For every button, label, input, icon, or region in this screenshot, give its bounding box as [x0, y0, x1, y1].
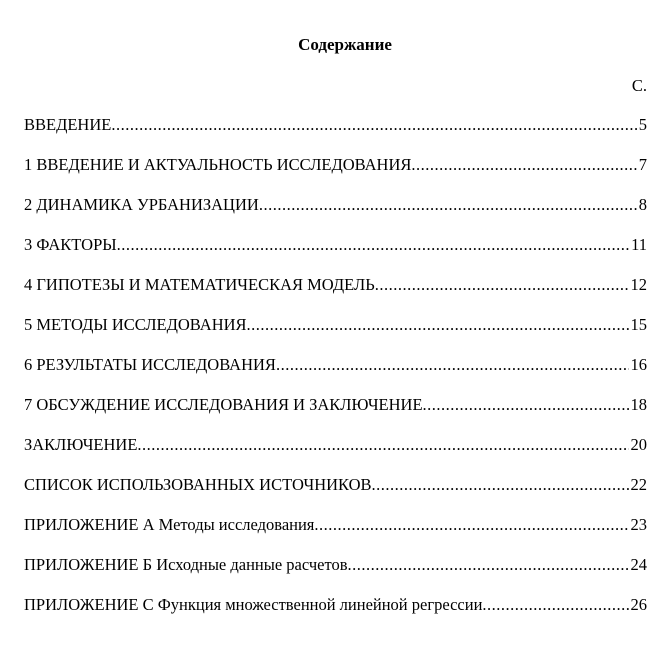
table-of-contents: [24, 115, 647, 635]
toc-entry-page: 16: [630, 355, 647, 374]
toc-entry[interactable]: [24, 595, 647, 635]
toc-entry[interactable]: [24, 115, 647, 155]
toc-entry-title: ПРИЛОЖЕНИЕ А Методы исследования: [24, 515, 315, 534]
toc-entry[interactable]: [24, 555, 647, 595]
dot-leader: [247, 315, 629, 335]
dot-leader: [111, 115, 636, 135]
toc-entry-title: 7 ОБСУЖДЕНИЕ ИССЛЕДОВАНИЯ И ЗАКЛЮЧЕНИЕ: [24, 395, 423, 414]
toc-entry[interactable]: [24, 475, 647, 515]
dot-leader: [259, 195, 637, 215]
toc-entry-title: 1 ВВЕДЕНИЕ И АКТУАЛЬНОСТЬ ИССЛЕДОВАНИЯ: [24, 155, 412, 174]
dot-leader: [372, 475, 629, 495]
dot-leader: [137, 435, 628, 455]
toc-entry-page: 22: [630, 475, 647, 494]
page-title: Содержание: [298, 35, 392, 54]
toc-entry-title: 5 МЕТОДЫ ИССЛЕДОВАНИЯ: [24, 315, 247, 334]
toc-entry-page: 18: [630, 395, 647, 414]
toc-entry[interactable]: [24, 355, 647, 395]
toc-entry-page: 8: [638, 195, 647, 214]
page-column-label: С.: [631, 76, 647, 95]
toc-entry-page: 15: [630, 315, 647, 334]
toc-entry[interactable]: [24, 275, 647, 315]
toc-entry-title: 3 ФАКТОРЫ: [24, 235, 117, 254]
toc-entry-page: 23: [630, 515, 647, 534]
toc-entry-title: 2 ДИНАМИКА УРБАНИЗАЦИИ: [24, 195, 259, 214]
toc-entry-page: 7: [638, 155, 647, 174]
toc-entry-title: 6 РЕЗУЛЬТАТЫ ИССЛЕДОВАНИЯ: [24, 355, 276, 374]
toc-entry-title: 4 ГИПОТЕЗЫ И МАТЕМАТИЧЕСКАЯ МОДЕЛЬ: [24, 275, 375, 294]
toc-entry[interactable]: [24, 195, 647, 235]
dot-leader: [375, 275, 629, 295]
dot-leader: [482, 595, 628, 615]
toc-entry-title: ЗАКЛЮЧЕНИЕ: [24, 435, 138, 454]
toc-entry-page: 20: [630, 435, 647, 454]
dot-leader: [314, 515, 628, 535]
toc-entry-title: ВВЕДЕНИЕ: [24, 115, 112, 134]
toc-entry-page: 5: [638, 115, 647, 134]
toc-entry[interactable]: [24, 435, 647, 475]
toc-entry-title: СПИСОК ИСПОЛЬЗОВАННЫХ ИСТОЧНИКОВ: [24, 475, 372, 494]
dot-leader: [117, 235, 629, 255]
toc-entry-title: ПРИЛОЖЕНИЕ С Функция множественной линейной регрессии: [24, 595, 483, 614]
toc-entry-page: 24: [630, 555, 647, 574]
dot-leader: [423, 395, 629, 415]
dot-leader: [276, 355, 629, 375]
toc-entry-title: ПРИЛОЖЕНИЕ Б Исходные данные расчетов: [24, 555, 348, 574]
toc-entry[interactable]: [24, 235, 647, 275]
toc-entry[interactable]: [24, 155, 647, 195]
toc-entry-page: 11: [631, 235, 647, 254]
toc-entry[interactable]: [24, 395, 647, 435]
dot-leader: [411, 155, 636, 175]
toc-entry-page: 12: [630, 275, 647, 294]
toc-entry[interactable]: [24, 515, 647, 555]
toc-entry-page: 26: [630, 595, 647, 614]
dot-leader: [348, 555, 629, 575]
toc-entry[interactable]: [24, 315, 647, 355]
